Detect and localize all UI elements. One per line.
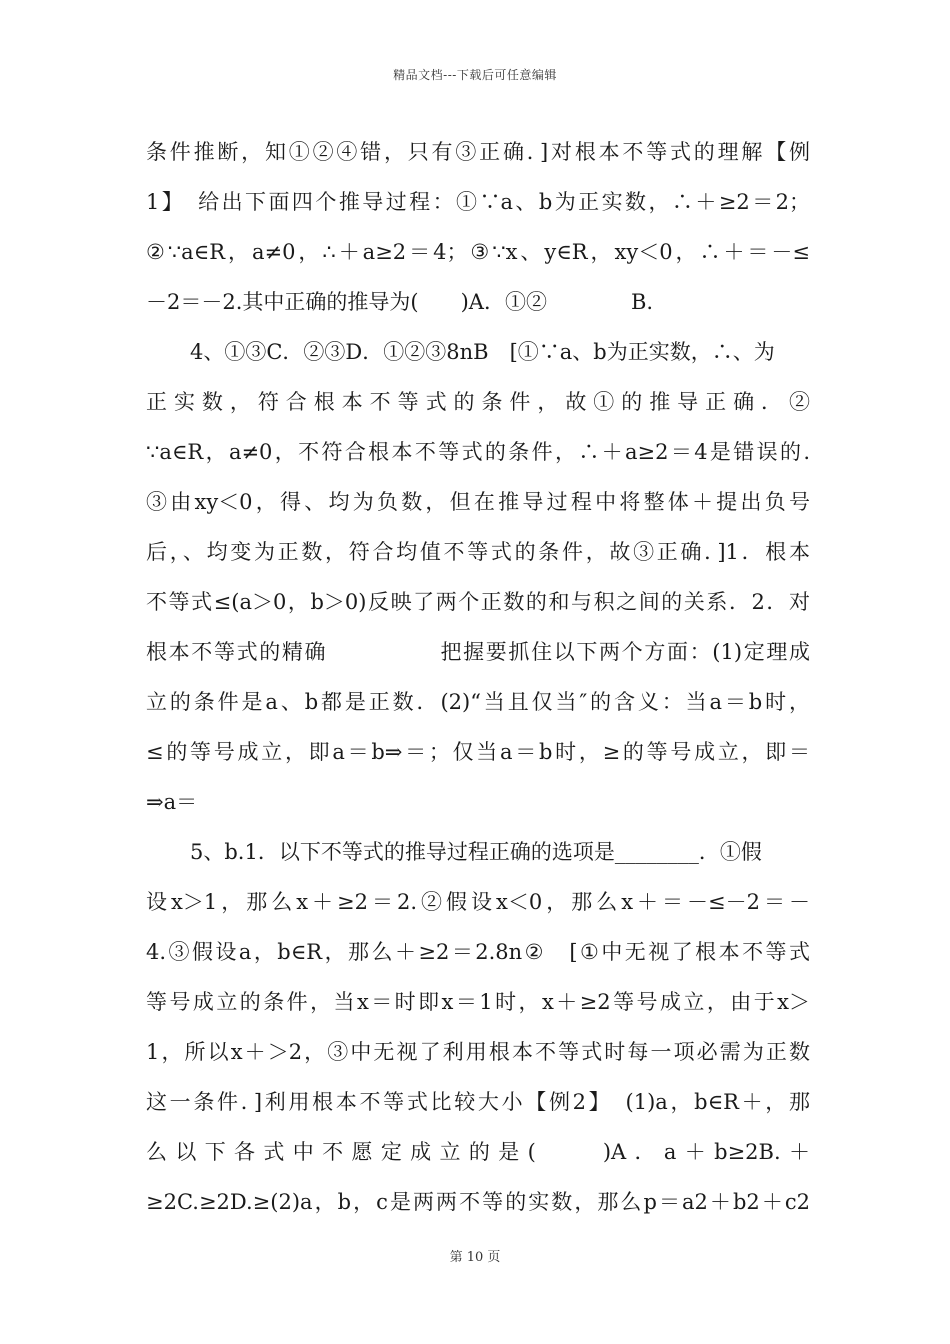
page-header: 精品文档---下载后可任意编辑 [393, 68, 557, 82]
text-line: 立的条件是a、b都是正数．(2)“当且仅当″的含义：当a＝b时， [146, 690, 810, 714]
text-line: ≥2C.≥2D.≥(2)a，b，c是两两不等的实数，那么p＝a2＋b2＋c2 [146, 1190, 810, 1214]
text-line: 4、①③C．②③D．①②③8nB [①∵a、b为正实数，∴、为 [190, 340, 775, 364]
text-line: 正实数，符合根本不等式的条件，故①的推导正确．② [146, 390, 810, 414]
text-line: 根本不等式的精确 把握要抓住以下两个方面：(1)定理成 [146, 640, 810, 664]
text-line: ≤的等号成立，即a＝b⇒＝；仅当a＝b时，≥的等号成立，即＝ [146, 740, 810, 764]
text-line: 4.③假设a，b∈R，那么＋≥2＝2.8n② [①中无视了根本不等式 [146, 940, 810, 964]
text-line: 设x＞1，那么x＋≥2＝2.②假设x＜0，那么x＋＝－≤－2＝－ [146, 890, 810, 914]
text-line: ②∵a∈R，a≠0，∴＋a≥2＝4；③∵x、y∈R，xy＜0，∴＋＝－≤ [146, 240, 810, 264]
text-line: 这一条件．]利用根本不等式比较大小【例2】 (1)a，b∈R＋，那 [146, 1090, 810, 1114]
document-body [146, 131, 810, 1231]
text-line: 1，所以x＋＞2，③中无视了利用根本不等式时每一项必需为正数 [146, 1040, 810, 1064]
text-line: 等号成立的条件，当x＝时即x＝1时，x＋≥2等号成立，由于x＞ [146, 990, 810, 1014]
text-line: 后，、均变为正数，符合均值不等式的条件，故③正确．]1．根本 [146, 540, 810, 564]
text-line: ∵a∈R，a≠0，不符合根本不等式的条件，∴＋a≥2＝4是错误的. [146, 440, 810, 464]
text-line: 么以下各式中不愿定成立的是( )A．a＋b≥2B.＋ [146, 1140, 810, 1164]
text-line: ③由xy＜0，得、均为负数，但在推导过程中将整体＋提出负号 [146, 490, 810, 514]
text-line: 1】 给出下面四个推导过程：①∵a、b为正实数，∴＋≥2＝2； [146, 190, 810, 214]
text-line: 条件推断，知①②④错，只有③正确．]对根本不等式的理解【例 [146, 140, 810, 164]
text-line: 5、b.1．以下不等式的推导过程正确的选项是________．①假 [190, 840, 762, 864]
text-line: －2＝－2.其中正确的推导为( )A．①② B. [146, 290, 654, 314]
text-line: 不等式≤(a＞0，b＞0)反映了两个正数的和与积之间的关系．2．对 [146, 590, 810, 614]
page-number: 第 10 页 [449, 1250, 501, 1265]
text-line: ⇒a＝ [146, 790, 198, 814]
